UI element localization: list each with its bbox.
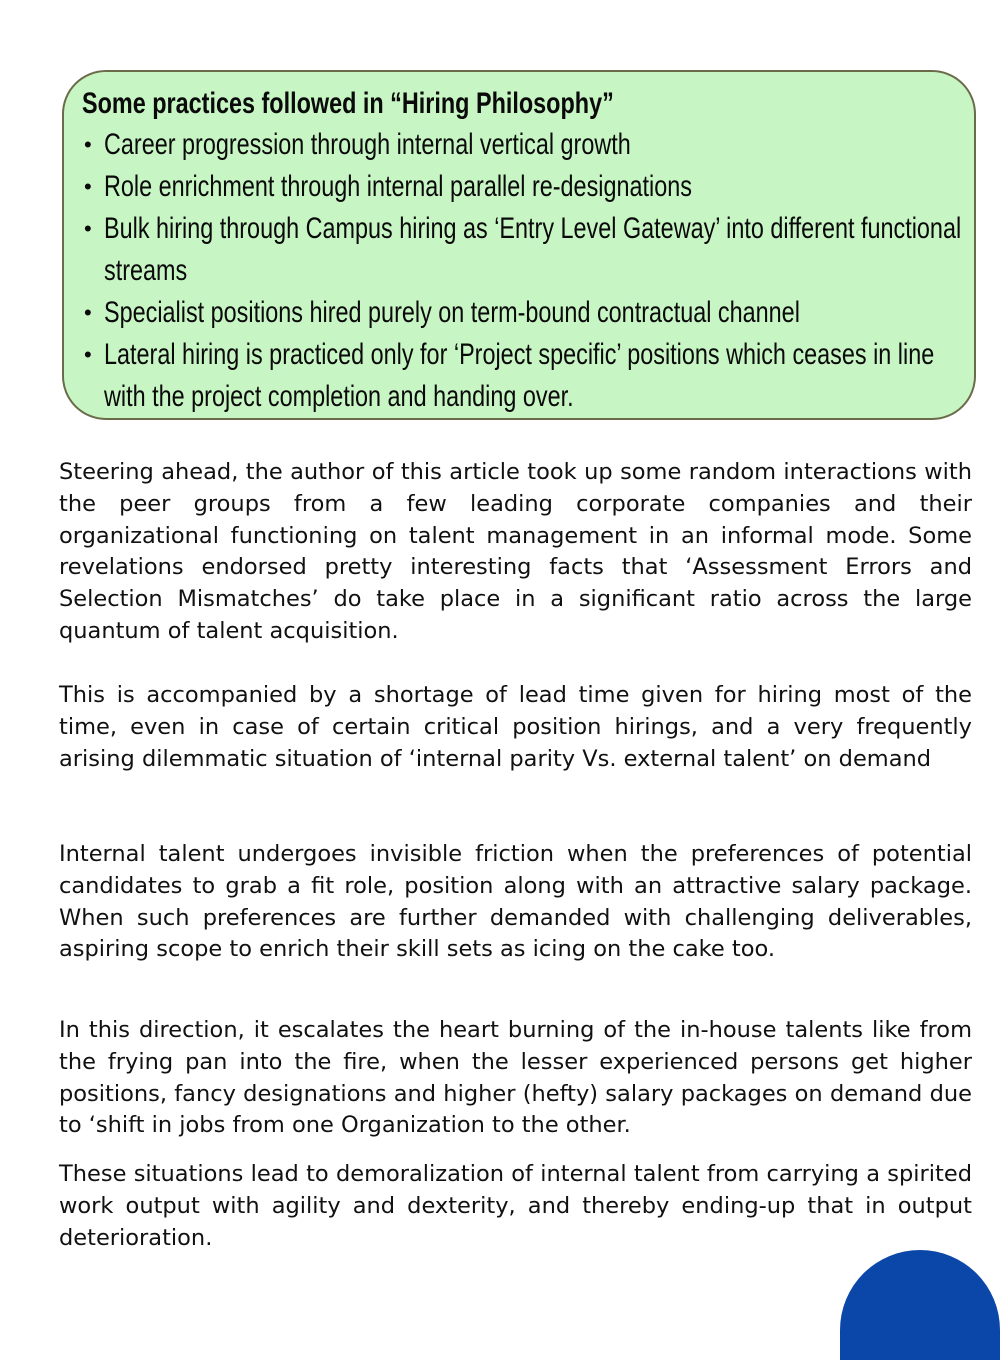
callout-bullet-list [82, 124, 962, 418]
bullet-item [82, 166, 946, 208]
body-paragraph: This is accompanied by a shortage of lead time given for hiring most of the time, even in case of certain critical position hirings, and a very frequently arising dilemmatic situation of ‘internal parity Vs. external talent’ on demand [59, 682, 972, 772]
bullet-item [82, 292, 946, 334]
callout-title: Some practices followed in “Hiring Philosophy” [82, 87, 614, 120]
bullet-item [82, 124, 946, 166]
body-paragraph: Internal talent undergoes invisible friction when the preferences of potential candidates to grab a fit role, position along with an attractive salary package. When such preferences are further demanded with challenging deliverables, aspiring scope to enrich their skill sets as icing on the cake too. [59, 841, 972, 963]
bullet-dot-icon: • [84, 132, 92, 157]
bullet-text: Specialist positions hired purely on term-bound contractual channel [104, 296, 800, 329]
bullet-dot-icon: • [84, 300, 92, 325]
hiring-philosophy-callout [62, 70, 976, 420]
bullet-dot-icon: • [84, 216, 92, 241]
floating-action-button[interactable] [840, 1250, 1000, 1360]
bullet-dot-icon: • [84, 174, 92, 199]
body-paragraph: In this direction, it escalates the heart burning of the in-house talents like from the frying pan into the fire, when the lesser experienced persons get higher positions, fancy designations and higher (hefty) salary packages on demand due to ‘shift in jobs from one Organization to the other. [59, 1017, 972, 1139]
bullet-dot-icon: • [84, 342, 92, 367]
bullet-item [82, 208, 962, 292]
bullet-text: Career progression through internal vertical growth [104, 128, 631, 161]
body-paragraph: Steering ahead, the author of this article took up some random interactions with the peer groups from a few leading corporate companies and their organizational functioning on talent management in an informal mode. Some revelations endorsed pretty interesting facts that ‘Assessment Errors and Selection Mismatches’ do take place in a significant ratio across the large quantum of talent acquisition. [59, 459, 972, 644]
bullet-text: Bulk hiring through Campus hiring as ‘Entry Level Gateway’ into different functional streams [104, 212, 962, 287]
body-paragraph: These situations lead to demoralization of internal talent from carrying a spirited work output with agility and dexterity, and thereby ending-up that in output deterioration. [59, 1161, 972, 1251]
bullet-text: Role enrichment through internal parallel re-designations [104, 170, 692, 203]
bullet-text: Lateral hiring is practiced only for ‘Project specific’ positions which ceases in line with the project completion and handing over. [104, 338, 935, 413]
bullet-item [82, 334, 946, 418]
